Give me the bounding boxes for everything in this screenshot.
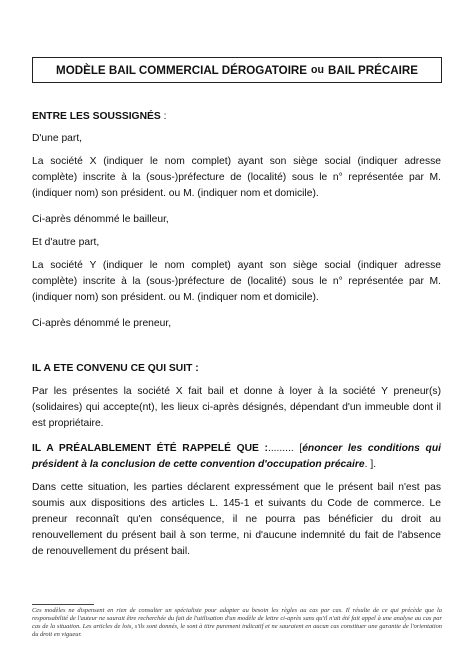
title-main: MODÈLE BAIL COMMERCIAL DÉROGATOIRE bbox=[56, 63, 308, 77]
parties-heading-colon: : bbox=[160, 111, 167, 122]
parties-heading-label: ENTRE LES SOUSSIGNÉS bbox=[32, 111, 161, 122]
disclaimer-footnote: Ces modèles ne dispensent en rien de consulter un spécialiste pour adapter au besoin les règles au cas par cas. Il résulte de ce qui précède que la responsabilité de l'auteur ne saurait être recherchée du fait de l'utilisation d'un modèle de lettre ci-après sans qu'il n'ait été fait appel à une analyse au cas par cas de la situation. Les articles de lois, s'ils sont donnés, le sont à titre purement indicatif et ne sauraient en aucun cas constituer une garantie de l'orientation du droit en vigueur. bbox=[32, 607, 442, 639]
first-party-intro: D'une part, bbox=[32, 133, 83, 144]
second-party-role: Ci-après dénommé le preneur, bbox=[32, 318, 172, 329]
agreement-paragraph: Par les présentes la société X fait bail et donne à loyer à la société Y preneur(s) (solidaires) qui accepte(nt), les lieux ci-après désignés, dépendant d'un immeuble dont il est propriétaire. bbox=[32, 386, 441, 429]
preamble-heading: IL A PRÉALABLEMENT ÉTÉ RAPPELÉ QUE : bbox=[32, 443, 268, 454]
first-party-role: Ci-après dénommé le bailleur, bbox=[32, 214, 169, 225]
title-alternate: BAIL PRÉCAIRE bbox=[327, 63, 418, 77]
parties-heading bbox=[32, 109, 441, 125]
title-connector: ou bbox=[311, 64, 324, 76]
preamble-dots: ......... [ bbox=[267, 443, 303, 454]
document-title bbox=[32, 57, 442, 83]
footnote-separator bbox=[32, 604, 94, 605]
preamble-emphasis: énoncer les conditions qui président à la conclusion de cette convention d'occupation précaire bbox=[32, 443, 441, 470]
preamble-body: Dans cette situation, les parties déclarent expressément que le présent bail n'est pas soumis aux dispositions des articles L. 145-1 et suivants du Code de commerce. Le preneur reconnaît qu'en conséquence, il ne pourra pas bénéficier du droit au renouvellement du présent bail à son terme, ni d'aucune indemnité du fait de l'absence de renouvellement du présent bail. bbox=[32, 482, 441, 557]
first-party-paragraph: La société X (indiquer le nom complet) ayant son siège social (indiquer adresse complète) inscrite à la (sous-)préfecture de (localité) sous le n° représentée par M. (indiquer nom) son président. ou M. (indiquer nom et domicile). bbox=[32, 156, 441, 199]
agreement-heading: IL A ETE CONVENU CE QUI SUIT : bbox=[32, 363, 199, 374]
second-party-intro: Et d'autre part, bbox=[32, 237, 100, 248]
preamble-closing: . ]. bbox=[364, 459, 377, 470]
second-party-paragraph: La société Y (indiquer le nom complet) ayant son siège social (indiquer adresse complète) inscrite à la (sous-)préfecture de (localité) sous le n° représentée par M. (indiquer nom) son président. ou M. (indiquer nom et domicile). bbox=[32, 260, 441, 303]
preamble-paragraph bbox=[32, 441, 441, 473]
